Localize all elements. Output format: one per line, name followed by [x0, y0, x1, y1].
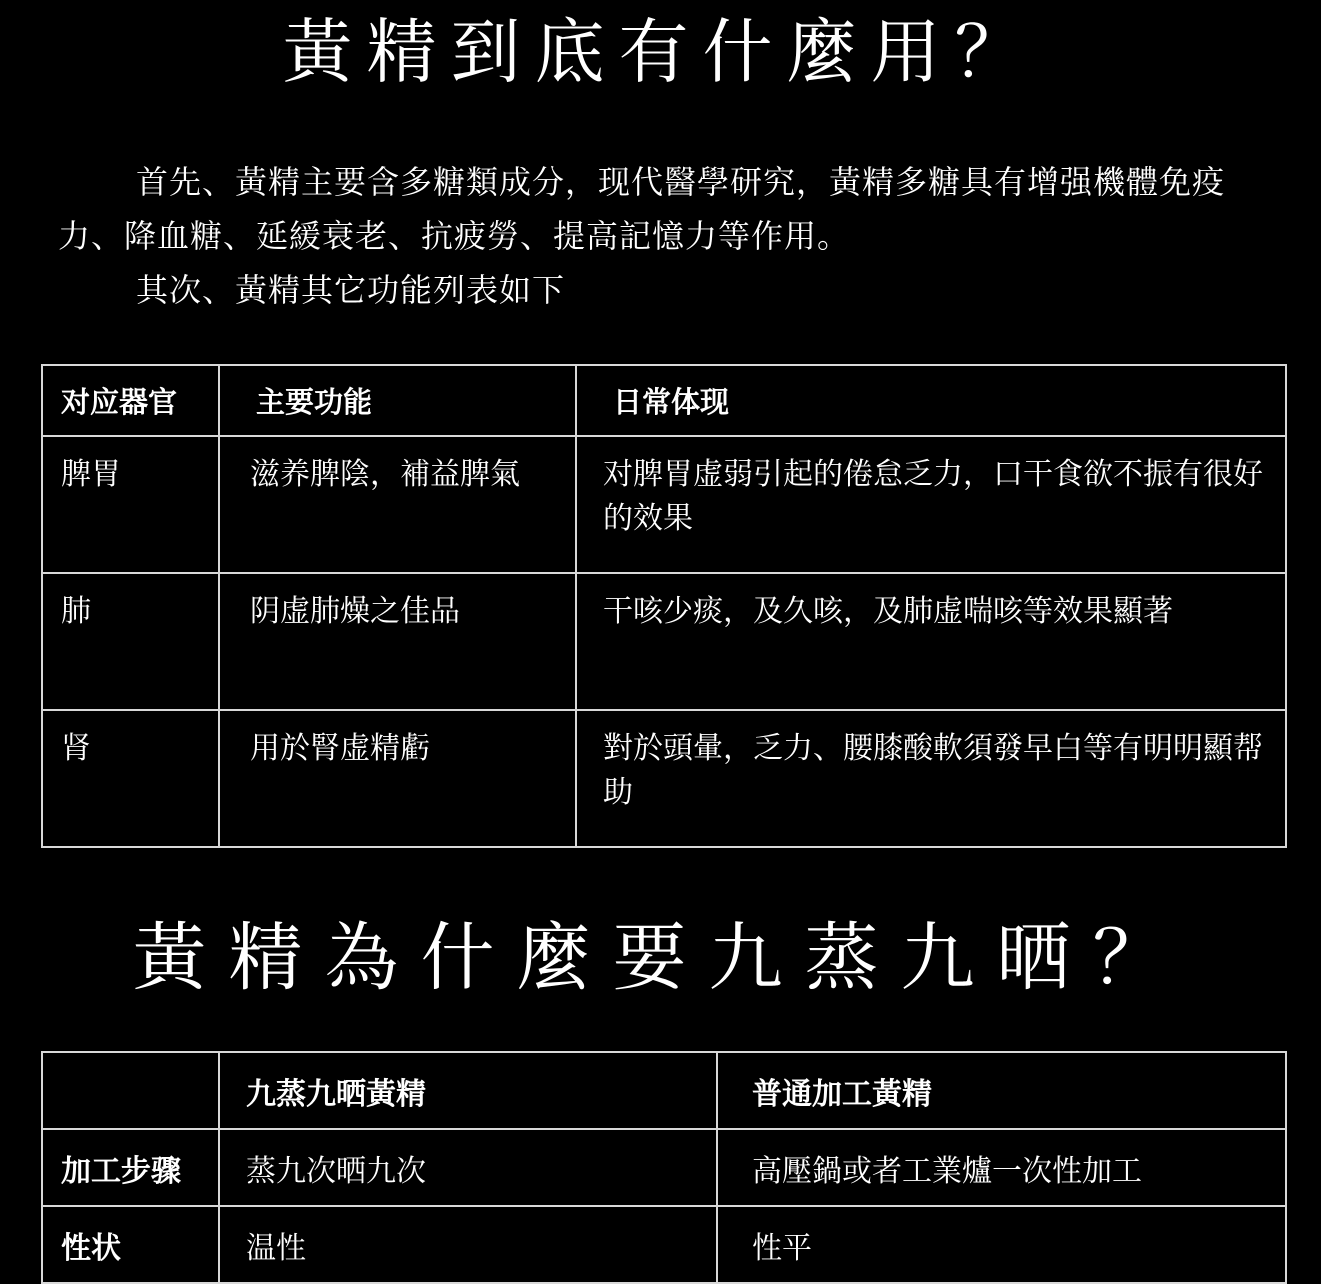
- comparison-table: [41, 1051, 1287, 1284]
- table-row: [42, 1206, 1286, 1283]
- intro-paragraph-1: 首先、黃精主要含多糖類成分，现代醫學研究，黃精多糖具有增强機體免疫力、降血糖、延緩衰老、抗疲勞、提高記憶力等作用。: [58, 163, 1226, 255]
- page-title: 黃精到底有什麼用？: [282, 11, 1039, 93]
- row-label-cell: 加工步骤: [42, 1129, 219, 1206]
- row-label-cell: 性状: [42, 1206, 219, 1283]
- table-header-row: [42, 365, 1286, 436]
- table-header-row: [42, 1052, 1286, 1129]
- organ-cell: 脾胃: [42, 436, 219, 573]
- header-manifestation: 日常体现: [576, 365, 1286, 436]
- manifestation-cell: 對於頭暈，乏力、腰膝酸軟須發早白等有明明顯帮助: [576, 710, 1286, 847]
- ordinary-cell: 性平: [717, 1206, 1286, 1283]
- header-function: 主要功能: [219, 365, 576, 436]
- organ-cell: 肺: [42, 573, 219, 710]
- table-row: [42, 573, 1286, 710]
- manifestation-cell: 干咳少痰，及久咳，及肺虚喘咳等效果顯著: [576, 573, 1286, 710]
- ordinary-cell: 高壓鍋或者工業爐一次性加工: [717, 1129, 1286, 1206]
- function-cell: 阴虚肺燥之佳品: [219, 573, 576, 710]
- nine-steam-cell: 蒸九次晒九次: [219, 1129, 717, 1206]
- header-ordinary: 普通加工黃精: [717, 1052, 1286, 1129]
- function-cell: 用於腎虚精虧: [219, 710, 576, 847]
- table-row: [42, 710, 1286, 847]
- intro-paragraph-2: 其次、黃精其它功能列表如下: [136, 271, 566, 309]
- manifestation-cell: 对脾胃虚弱引起的倦怠乏力，口干食欲不振有很好的效果: [576, 436, 1286, 573]
- organ-cell: 肾: [42, 710, 219, 847]
- table-row: [42, 1129, 1286, 1206]
- header-empty: [42, 1052, 219, 1129]
- header-nine-steam: 九蒸九晒黃精: [219, 1052, 717, 1129]
- section-title: 黃精為什麼要九蒸九晒？: [132, 915, 1189, 1001]
- nine-steam-cell: 温性: [219, 1206, 717, 1283]
- table-row: [42, 436, 1286, 573]
- function-cell: 滋养脾陰，補益脾氣: [219, 436, 576, 573]
- functions-table: [41, 364, 1287, 848]
- header-organ: 对应器官: [42, 365, 219, 436]
